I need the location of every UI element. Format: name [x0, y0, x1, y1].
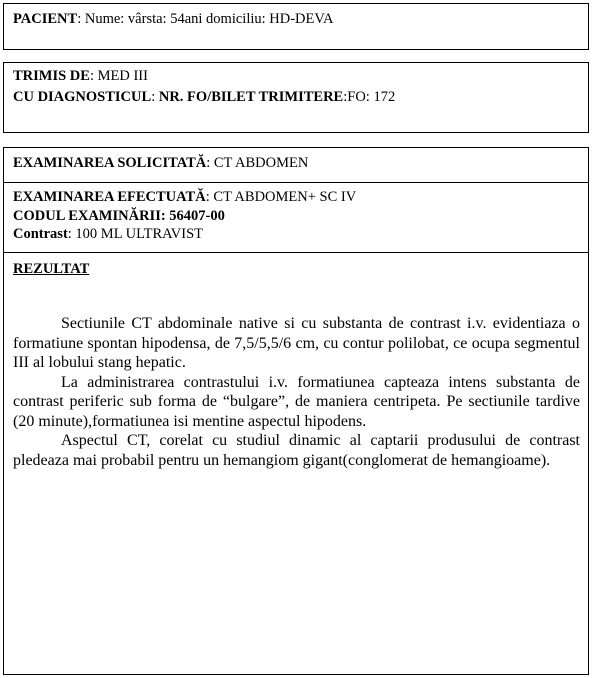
- diagnosis-label: CU DIAGNOSTICUL: [13, 89, 152, 105]
- ticket-value: :FO: 172: [343, 89, 396, 105]
- referral-section: [3, 62, 589, 133]
- performed-exam-label: EXAMINAREA EFECTUATĂ: [13, 189, 206, 205]
- result-heading: REZULTAT: [13, 261, 90, 277]
- divider: [4, 252, 588, 253]
- exam-section: [3, 147, 589, 675]
- result-paragraph: La administrarea contrastului i.v. formatiunea capteaza intens substanta de contrast periferic sub forma de “bulgare”, de maniera centripeta. Pe sectiunile tardive (20 minute),formatiunea isi mentine aspectul hipodens.: [13, 373, 580, 430]
- patient-section: [3, 3, 589, 50]
- ticket-label: NR. FO/BILET TRIMITERE: [158, 89, 344, 105]
- result-body: [13, 314, 580, 470]
- performed-exam-value: : CT ABDOMEN+ SC IV: [205, 189, 357, 205]
- performed-exam-line: [13, 188, 356, 206]
- divider: [4, 182, 588, 183]
- diagnosis-line: [13, 88, 395, 106]
- referral-line: [13, 67, 148, 85]
- result-paragraph: Sectiunile CT abdominale native si cu substanta de contrast i.v. evidentiaza o formatiune spontan hipodensa, de 7,5/5,5/6 cm, cu contur polilobat, ce ocupa segmentul III al lobului stang hepatic.: [13, 315, 580, 371]
- requested-exam-label: EXAMINAREA SOLICITATĂ: [13, 155, 207, 171]
- exam-code: CODUL EXAMINĂRII: 56407-00: [13, 208, 225, 224]
- contrast-label: Contrast: [13, 226, 68, 242]
- referral-value: : MED III: [89, 68, 148, 84]
- patient-details: : Nume: vârsta: 54ani domiciliu: HD-DEVA: [77, 11, 334, 27]
- requested-exam-value: : CT ABDOMEN: [206, 155, 309, 171]
- referral-label: TRIMIS DE: [13, 68, 90, 84]
- contrast-value: : 100 ML ULTRAVIST: [67, 226, 203, 242]
- requested-exam-line: [13, 154, 308, 172]
- patient-line: [13, 10, 333, 28]
- contrast-line: [13, 225, 203, 243]
- diagnosis-separator: :: [151, 89, 159, 105]
- patient-label: PACIENT: [13, 11, 78, 27]
- result-paragraph: Aspectul CT, corelat cu studiul dinamic al captarii produsului de contrast pledeaza mai probabil pentru un hemangiom gigant(conglomerat de hemangioame).: [13, 432, 580, 469]
